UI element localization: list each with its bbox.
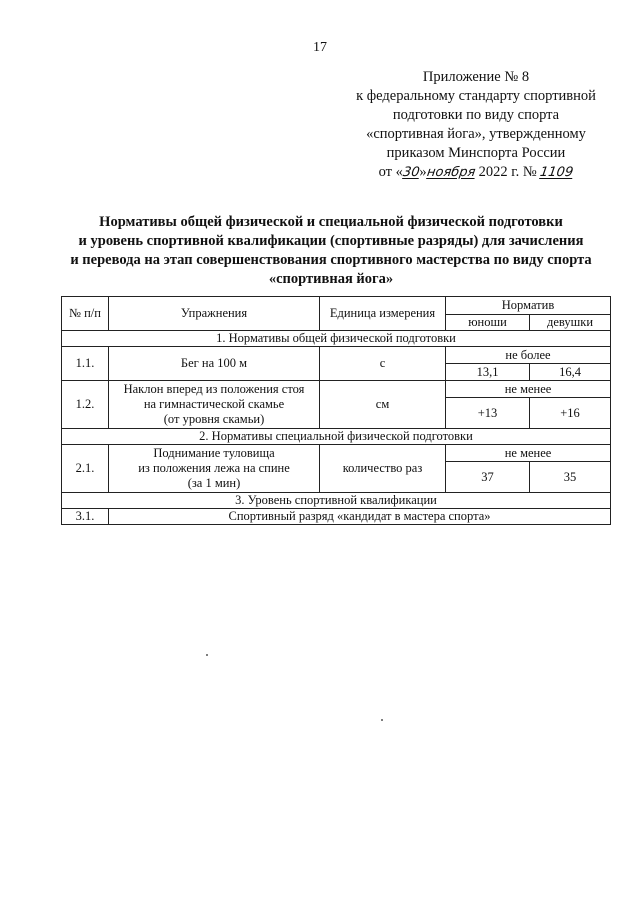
header-boys: юноши	[446, 315, 530, 331]
row-num: 1.2.	[62, 381, 109, 429]
row-qualifier: не менее	[446, 381, 611, 398]
row-exercise: Бег на 100 м	[109, 347, 320, 381]
row-girls-value: +16	[530, 398, 611, 429]
appendix-date-line	[330, 163, 622, 182]
title-line: и уровень спортивной квалификации (спортивные разряды) для зачисления	[78, 233, 584, 249]
row-exercise: Наклон вперед из положения стоя на гимнастической скамье (от уровня скамьи)	[109, 381, 320, 429]
handwritten-order-number: 1109	[539, 165, 575, 180]
row-boys-value: 37	[446, 462, 530, 493]
appendix-line: подготовки по виду спорта	[392, 107, 560, 123]
row-qualifier: не более	[446, 347, 611, 364]
table-row	[62, 509, 611, 525]
row-boys-value: +13	[446, 398, 530, 429]
section-row	[62, 493, 611, 509]
date-mid: »	[419, 164, 427, 180]
appendix-header	[330, 68, 622, 182]
scan-speck	[381, 719, 383, 721]
date-year: 2022 г. №	[475, 164, 541, 180]
row-boys-value: 13,1	[446, 364, 530, 381]
row-unit: см	[320, 381, 446, 429]
handwritten-day: 30	[401, 165, 421, 180]
row-num: 3.1.	[62, 509, 109, 525]
row-num: 2.1.	[62, 445, 109, 493]
section-row	[62, 331, 611, 347]
document-title	[48, 213, 614, 289]
table-row	[62, 445, 611, 462]
table-header-row	[62, 297, 611, 315]
section-row	[62, 429, 611, 445]
header-girls: девушки	[530, 315, 611, 331]
title-line: «спортивная йога»	[268, 271, 394, 287]
header-norm: Норматив	[446, 297, 611, 315]
row-num: 1.1.	[62, 347, 109, 381]
page-number: 17	[313, 40, 327, 55]
table-row	[62, 347, 611, 364]
appendix-title: Приложение № 8	[422, 69, 530, 85]
row-unit: с	[320, 347, 446, 381]
qualification-text: Спортивный разряд «кандидат в мастера спорта»	[109, 509, 611, 525]
section-heading-3: 3. Уровень спортивной квалификации	[62, 493, 611, 509]
date-prefix: от «	[378, 164, 403, 180]
handwritten-month: ноября	[425, 165, 477, 180]
section-heading-1: 1. Нормативы общей физической подготовки	[62, 331, 611, 347]
section-heading-2: 2. Нормативы специальной физической подготовки	[62, 429, 611, 445]
header-unit: Единица измерения	[320, 297, 446, 331]
header-num: № п/п	[62, 297, 109, 331]
appendix-line: «спортивная йога», утвержденному	[366, 126, 586, 142]
row-girls-value: 16,4	[530, 364, 611, 381]
table-row	[62, 381, 611, 398]
title-line: и перевода на этап совершенствования спортивного мастерства по виду спорта	[70, 252, 592, 268]
title-line: Нормативы общей физической и специальной физической подготовки	[99, 214, 563, 230]
row-unit: количество раз	[320, 445, 446, 493]
header-exercise: Упражнения	[109, 297, 320, 331]
norms-table	[61, 296, 611, 525]
scan-speck	[206, 654, 208, 656]
appendix-line: к федеральному стандарту спортивной	[356, 88, 596, 104]
row-exercise: Поднимание туловища из положения лежа на спине (за 1 мин)	[109, 445, 320, 493]
row-qualifier: не менее	[446, 445, 611, 462]
appendix-line: приказом Минспорта России	[386, 145, 566, 161]
row-girls-value: 35	[530, 462, 611, 493]
